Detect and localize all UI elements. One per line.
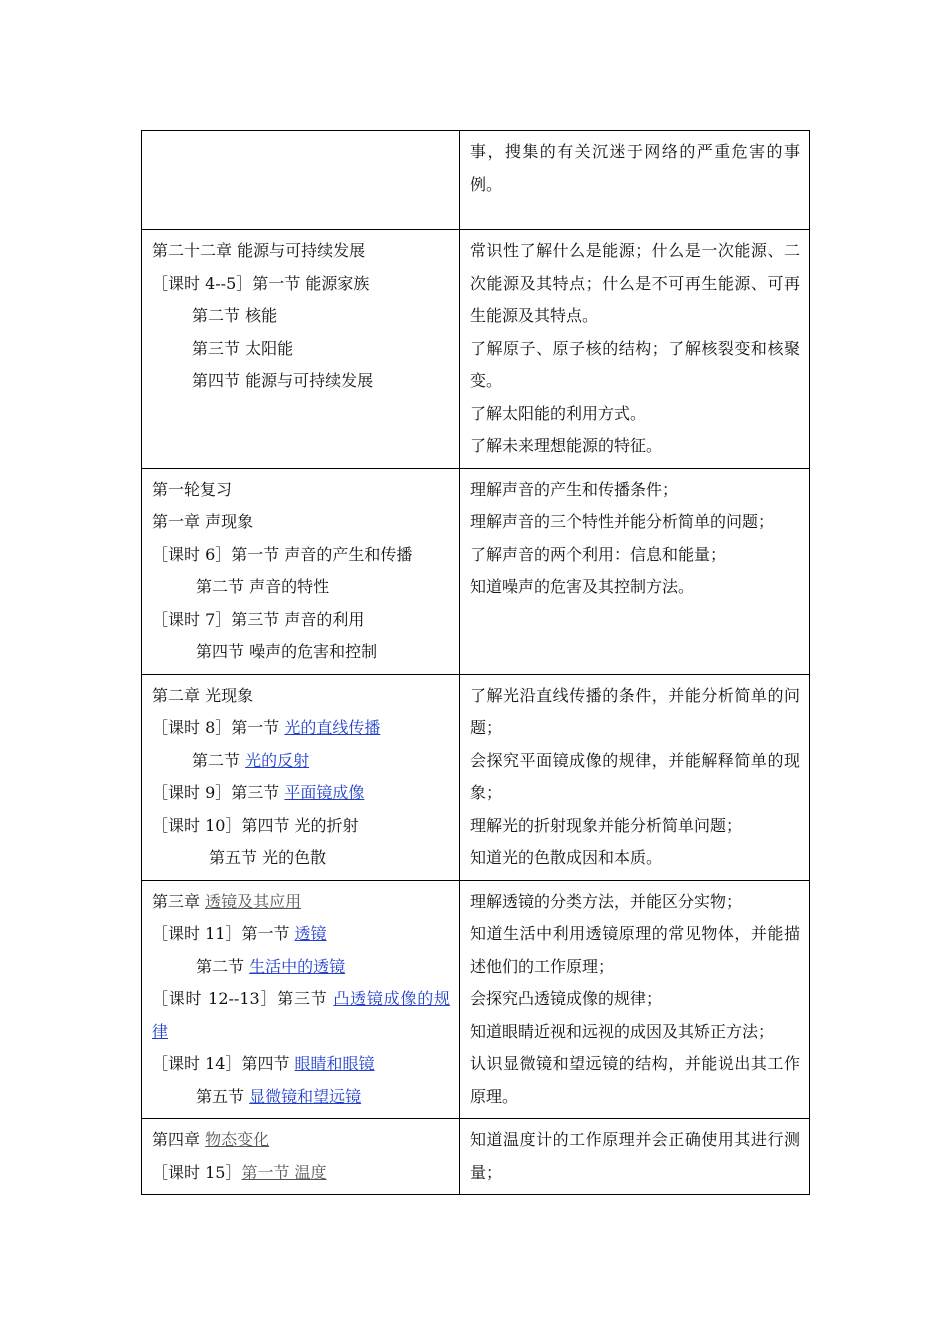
- section-line: 第四节 能源与可持续发展: [192, 371, 374, 390]
- lesson-prefix: ［课时 15］: [152, 1162, 242, 1182]
- section-link[interactable]: 眼睛和眼镜: [294, 1054, 375, 1073]
- review-title: 第一轮复习: [152, 479, 233, 499]
- objective-text: 了解太阳能的利用方式。: [470, 403, 647, 423]
- chapter-cell: [142, 880, 460, 1119]
- table-row: [142, 1119, 810, 1195]
- section-link[interactable]: 透镜: [294, 924, 327, 943]
- section-link[interactable]: 平面镜成像: [284, 783, 365, 802]
- lesson-line: [152, 777, 450, 810]
- section-prefix: 第二节: [192, 750, 246, 770]
- chapter-title: 第一章 声现象: [152, 512, 254, 531]
- objective-text: 知道眼睛近视和远视的成因及其矫正方法；: [470, 1021, 775, 1041]
- section-prefix: 第二节: [196, 956, 250, 976]
- chapter-cell: [142, 1119, 460, 1195]
- lesson-line: [152, 1048, 450, 1081]
- table-row: [142, 880, 810, 1119]
- section-line: [152, 1081, 450, 1114]
- objective-text: 了解光沿直线传播的条件，并能分析简单的问题；: [470, 685, 800, 737]
- lesson-plan-table: [141, 130, 810, 1195]
- objective-text: 了解原子、原子核的结构；了解核裂变和核聚变。: [470, 338, 800, 390]
- lesson-prefix: ［课时 9］第三节: [152, 783, 285, 802]
- section-link[interactable]: 光的反射: [245, 750, 310, 770]
- section-link[interactable]: 生活中的透镜: [249, 956, 346, 976]
- chapter-link[interactable]: 物态变化: [205, 1130, 270, 1149]
- lesson-line: [152, 712, 450, 745]
- objective-text: 了解未来理想能源的特征。: [470, 436, 663, 455]
- lesson-prefix: ［课时 11］第一节: [152, 924, 295, 943]
- objective-cell: [460, 230, 810, 469]
- chapter-prefix: 第三章: [152, 891, 206, 911]
- chapter-link[interactable]: 透镜及其应用: [205, 891, 302, 911]
- section-prefix: 第五节: [196, 1086, 250, 1106]
- table-row: [142, 674, 810, 880]
- objective-text: 事，搜集的有关沉迷于网络的严重危害的事例。: [470, 142, 800, 194]
- lesson-prefix: ［课时 14］第四节: [152, 1054, 295, 1073]
- section-line: [152, 745, 450, 778]
- chapter-cell: [142, 674, 460, 880]
- objective-text: 理解透镜的分类方法，并能区分实物；: [470, 891, 743, 911]
- lesson-line: ［课时 4--5］第一节 能源家族: [152, 273, 370, 293]
- objective-text: 会探究凸透镜成像的规律；: [470, 989, 663, 1008]
- chapter-title: 第二章 光现象: [152, 685, 254, 705]
- chapter-prefix: 第四章: [152, 1130, 206, 1149]
- chapter-title: [152, 1124, 450, 1157]
- lesson-line: ［课时 6］第一节 声音的产生和传播: [152, 544, 413, 564]
- lesson-line: [152, 918, 450, 951]
- objective-text: 理解光的折射现象并能分析简单问题；: [470, 815, 743, 835]
- section-link[interactable]: 光的直线传播: [284, 718, 381, 737]
- objective-cell: [460, 131, 810, 230]
- lesson-line: ［课时 7］第三节 声音的利用: [152, 609, 365, 629]
- objective-text: 了解声音的两个利用：信息和能量；: [470, 544, 727, 564]
- section-link[interactable]: 显微镜和望远镜: [249, 1086, 362, 1106]
- lesson-line: [152, 983, 450, 1048]
- lesson-prefix: ［课时 8］第一节: [152, 718, 285, 737]
- objective-text: 理解声音的产生和传播条件；: [470, 479, 679, 499]
- table-row: [142, 230, 810, 469]
- section-line: 第五节 光的色散: [209, 848, 327, 867]
- objective-text: 知道温度计的工作原理并会正确使用其进行测量；: [470, 1130, 800, 1182]
- section-line: 第三节 太阳能: [192, 338, 294, 358]
- objective-text: 认识显微镜和望远镜的结构，并能说出其工作原理。: [470, 1054, 800, 1106]
- lesson-prefix: ［课时 12--13］第三节: [152, 989, 334, 1008]
- objective-text: 常识性了解什么是能源；什么是一次能源、二次能源及其特点；什么是不可再生能源、可再生能源及其特点。: [470, 241, 800, 325]
- section-link[interactable]: 第一节 温度: [241, 1162, 327, 1182]
- lesson-line: ［课时 10］第四节 光的折射: [152, 815, 359, 835]
- section-link[interactable]: 凸透镜成像的规律: [152, 989, 450, 1041]
- chapter-cell: [142, 230, 460, 469]
- section-line: 第二节 声音的特性: [196, 577, 330, 596]
- chapter-cell: [142, 131, 460, 230]
- chapter-title: [152, 886, 450, 919]
- table-row: [142, 131, 810, 230]
- objective-text: 知道生活中利用透镜原理的常见物体，并能描述他们的工作原理；: [470, 924, 800, 976]
- table-row: [142, 468, 810, 674]
- objective-text: 理解声音的三个特性并能分析简单的问题；: [470, 512, 775, 531]
- objective-cell: [460, 1119, 810, 1195]
- objective-cell: [460, 880, 810, 1119]
- section-line: 第二节 核能: [192, 306, 278, 325]
- chapter-title: 第二十二章 能源与可持续发展: [152, 241, 366, 260]
- section-line: [152, 951, 450, 984]
- objective-cell: [460, 674, 810, 880]
- objective-text: 知道噪声的危害及其控制方法。: [470, 577, 695, 596]
- section-line: 第四节 噪声的危害和控制: [196, 642, 378, 661]
- objective-cell: [460, 468, 810, 674]
- objective-text: 会探究平面镜成像的规律，并能解释简单的现象；: [470, 750, 800, 802]
- objective-text: 知道光的色散成因和本质。: [470, 848, 663, 867]
- lesson-line: [152, 1157, 450, 1190]
- chapter-cell: [142, 468, 460, 674]
